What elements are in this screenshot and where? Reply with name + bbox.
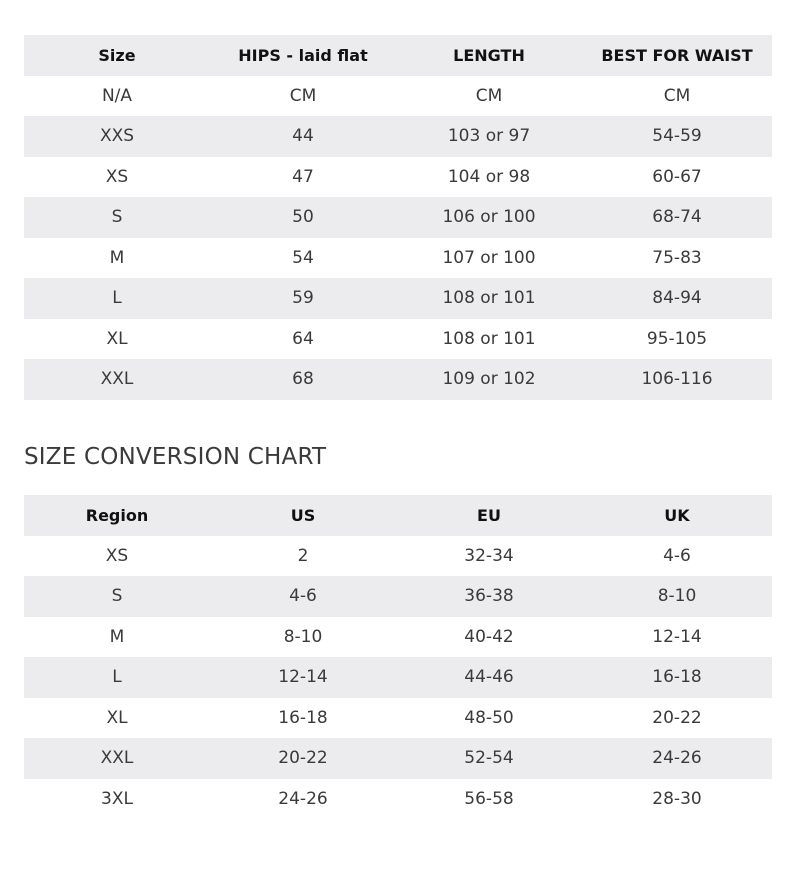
- table-cell: L: [24, 278, 210, 319]
- table-row: [24, 278, 772, 319]
- conversion-chart-heading: SIZE CONVERSION CHART: [24, 444, 327, 470]
- table-cell: 8-10: [283, 626, 323, 647]
- table-row: [24, 657, 772, 698]
- table-cell: 109 or 102: [396, 359, 582, 400]
- header-us: US: [210, 495, 396, 536]
- table-header-row: [24, 35, 772, 76]
- table-row: [24, 76, 772, 117]
- table-cell: XL: [106, 707, 128, 728]
- table-cell: 108 or 101: [396, 278, 582, 319]
- table-cell: XL: [106, 328, 128, 349]
- table-cell: S: [24, 576, 210, 617]
- table-cell: 107 or 100: [442, 247, 536, 268]
- table-cell: 103 or 97: [396, 116, 582, 157]
- table-cell: 64: [292, 328, 314, 349]
- table-cell: 12-14: [210, 657, 396, 698]
- table-cell: XXL: [24, 738, 210, 779]
- table-cell: 44: [210, 116, 396, 157]
- header-region: Region: [24, 495, 210, 536]
- table-cell: 59: [210, 278, 396, 319]
- table-cell: 4-6: [210, 576, 396, 617]
- table-cell: N/A: [101, 85, 133, 106]
- header-length: LENGTH: [396, 35, 582, 76]
- table-cell: 108 or 101: [442, 328, 536, 349]
- table-header-row: [24, 495, 772, 536]
- table-cell: 54-59: [582, 116, 772, 157]
- table-row: [24, 617, 772, 658]
- header-size: Size: [24, 35, 210, 76]
- table-cell: 8-10: [582, 576, 772, 617]
- table-cell: 20-22: [210, 738, 396, 779]
- table-row: [24, 536, 772, 577]
- table-cell: 48-50: [464, 707, 514, 728]
- table-cell: 12-14: [652, 626, 702, 647]
- table-cell: 24-26: [278, 788, 328, 809]
- table-cell: XXS: [24, 116, 210, 157]
- table-cell: CM: [663, 85, 691, 106]
- table-cell: 32-34: [464, 545, 514, 566]
- table-cell: CM: [475, 85, 503, 106]
- table-cell: L: [24, 657, 210, 698]
- table-cell: 2: [297, 545, 309, 566]
- table-cell: 52-54: [396, 738, 582, 779]
- table-cell: 36-38: [396, 576, 582, 617]
- table-row: [24, 738, 772, 779]
- table-row: [24, 359, 772, 400]
- table-cell: 47: [292, 166, 314, 187]
- table-cell: 40-42: [464, 626, 514, 647]
- table-row: [24, 157, 772, 198]
- table-cell: 28-30: [652, 788, 702, 809]
- table-row: [24, 197, 772, 238]
- table-row: [24, 116, 772, 157]
- table-row: [24, 238, 772, 279]
- header-waist: BEST FOR WAIST: [582, 35, 772, 76]
- conversion-table: [24, 495, 772, 819]
- table-row: [24, 576, 772, 617]
- table-cell: 56-58: [464, 788, 514, 809]
- table-cell: 84-94: [582, 278, 772, 319]
- table-cell: 106 or 100: [396, 197, 582, 238]
- table-cell: 68-74: [582, 197, 772, 238]
- table-cell: 106-116: [582, 359, 772, 400]
- table-row: [24, 698, 772, 739]
- table-cell: 16-18: [582, 657, 772, 698]
- table-cell: 54: [292, 247, 314, 268]
- table-cell: 50: [210, 197, 396, 238]
- table-cell: 4-6: [663, 545, 691, 566]
- table-row: [24, 319, 772, 360]
- table-row: [24, 779, 772, 820]
- table-cell: 44-46: [396, 657, 582, 698]
- size-table: [24, 35, 772, 400]
- table-cell: 68: [210, 359, 396, 400]
- header-hips: HIPS - laid flat: [210, 35, 396, 76]
- table-cell: 104 or 98: [447, 166, 531, 187]
- table-cell: XS: [105, 545, 129, 566]
- table-cell: 20-22: [652, 707, 702, 728]
- table-cell: 60-67: [652, 166, 702, 187]
- table-cell: 24-26: [582, 738, 772, 779]
- table-cell: XXL: [24, 359, 210, 400]
- table-cell: M: [109, 626, 125, 647]
- header-uk: UK: [582, 495, 772, 536]
- table-cell: 16-18: [278, 707, 328, 728]
- table-cell: XS: [105, 166, 129, 187]
- table-cell: 95-105: [646, 328, 708, 349]
- table-cell: M: [109, 247, 125, 268]
- header-eu: EU: [396, 495, 582, 536]
- table-cell: 3XL: [101, 788, 133, 809]
- table-cell: 75-83: [652, 247, 702, 268]
- table-cell: S: [24, 197, 210, 238]
- table-cell: CM: [289, 85, 317, 106]
